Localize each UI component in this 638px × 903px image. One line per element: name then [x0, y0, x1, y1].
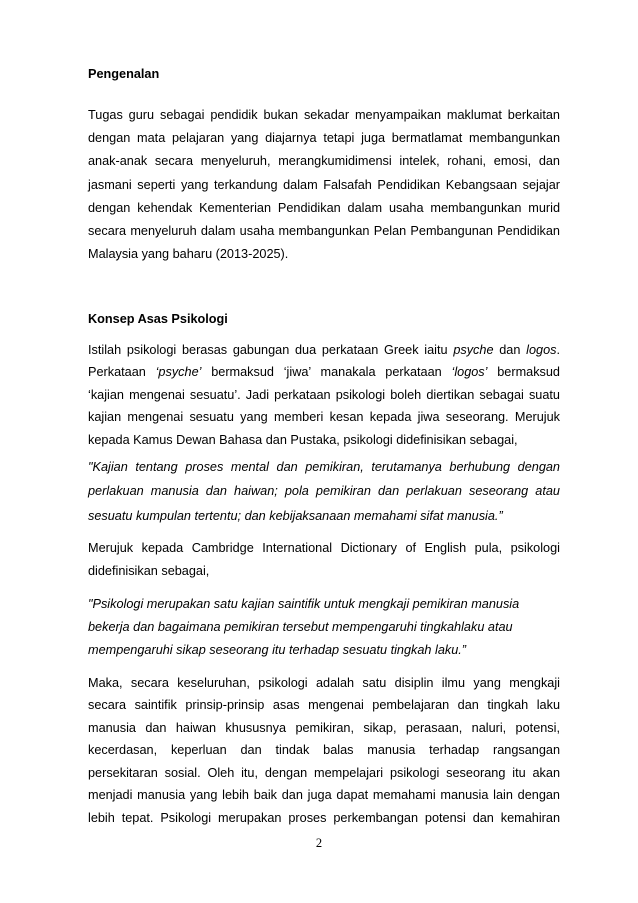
line-text: dan	[493, 342, 527, 357]
line-text: bermaksud ‘jiwa’ manakala perkataan	[201, 365, 452, 379]
paragraph-line	[88, 361, 560, 384]
term-logos: ‘logos’	[451, 365, 488, 379]
paragraph-line: secara menyeluruh dalam usaha membangunkan Pelan Pembangunan Pendidikan	[88, 224, 560, 239]
summary-paragraph	[88, 672, 560, 830]
page-number: 2	[315, 835, 323, 850]
paragraph-line: anak-anak secara menyeluruh, merangkumidimensi intelek, rohani, emosi, dan	[88, 154, 560, 169]
section-heading-konsep-asas-psikologi: Konsep Asas Psikologi	[88, 312, 228, 326]
quote-line: bekerja dan bagaimana pemikiran tersebut mempengaruhi tingkahlaku atau	[88, 619, 513, 634]
paragraph-line: ‘kajian mengenai sesuatu’. Jadi perkataan psikologi boleh diertikan sebagai suatu	[88, 387, 560, 402]
quote-line: perlakuan manusia dan haiwan; pola pemikiran dan perlakuan seseorang atau	[88, 484, 560, 499]
section-heading-pengenalan: Pengenalan	[88, 67, 160, 81]
paragraph-line: persekitaran sosial. Oleh itu, dengan mempelajari psikologi seseorang itu akan	[88, 765, 560, 780]
paragraph-line: kepada Kamus Dewan Bahasa dan Pustaka, psikologi didefinisikan sebagai,	[88, 432, 518, 447]
line-text: bermaksud	[487, 365, 560, 379]
quote-line: mempengaruhi sikap seseorang itu terhadap sesuatu tingkah laku.”	[88, 642, 467, 657]
etymology-paragraph	[88, 339, 560, 452]
quote-line: sesuatu kumpulan tertentu; dan kebijaksanaan memahami sifat manusia.”	[88, 508, 503, 523]
paragraph-line	[88, 339, 560, 362]
line-text: Perkataan	[88, 365, 156, 379]
paragraph-line: Maka, secara keseluruhan, psikologi adalah satu disiplin ilmu yang mengkaji	[88, 675, 560, 690]
paragraph-line: Merujuk kepada Cambridge International Dictionary of English pula, psikologi	[88, 540, 560, 555]
cambridge-reference-paragraph	[88, 537, 560, 583]
term-psyche: psyche	[453, 342, 494, 357]
term-psyche: ‘psyche’	[155, 365, 202, 379]
quote-line: "Psikologi merupakan satu kajian saintifik untuk mengkaji pemikiran manusia	[88, 596, 520, 611]
paragraph-line: jasmani seperti yang terkandung dalam Falsafah Pendidikan Kebangsaan sejajar	[88, 177, 560, 192]
term-logos: logos	[526, 342, 557, 357]
paragraph-line: Tugas guru sebagai pendidik bukan sekadar menyampaikan maklumat berkaitan	[88, 108, 560, 122]
paragraph-line: kecerdasan, keperluan dan tindak balas manusia terhadap rangsangan	[88, 743, 560, 758]
line-text: Istilah psikologi berasas gabungan dua perkataan Greek iaitu	[88, 342, 454, 357]
quote-line: "Kajian tentang proses mental dan pemikiran, terutamanya berhubung dengan	[88, 459, 560, 474]
cambridge-definition-quote	[88, 593, 560, 662]
paragraph-line: dengan mata pelajaran yang diajarnya tetapi juga bermatlamat membangunkan	[88, 131, 560, 146]
intro-paragraph	[88, 104, 560, 266]
paragraph-line: kajian mengenai sesuatu yang memberi kesan kepada jiwa seseorang. Merujuk	[88, 410, 560, 424]
paragraph-line: Malaysia yang baharu (2013-2025).	[88, 247, 289, 262]
paragraph-line: menjadi manusia yang lebih baik dan juga dapat memahami manusia lain dengan	[88, 788, 560, 803]
paragraph-line: lebih tepat. Psikologi merupakan proses perkembangan potensi dan kemahiran	[88, 810, 560, 825]
paragraph-line: didefinisikan sebagai,	[88, 563, 210, 578]
paragraph-line: secara saintifik prinsip-prinsip asas mengenai pembelajaran dan tingkah laku	[88, 698, 560, 713]
line-text: .	[556, 342, 561, 357]
paragraph-line: manusia dan haiwan khususnya pemikiran, sikap, perasaan, naluri, potensi,	[88, 720, 560, 735]
kamus-dewan-definition-quote	[88, 455, 560, 529]
paragraph-line: dengan kehendak Kementerian Pendidikan dalam usaha membangunkan murid	[88, 200, 560, 215]
